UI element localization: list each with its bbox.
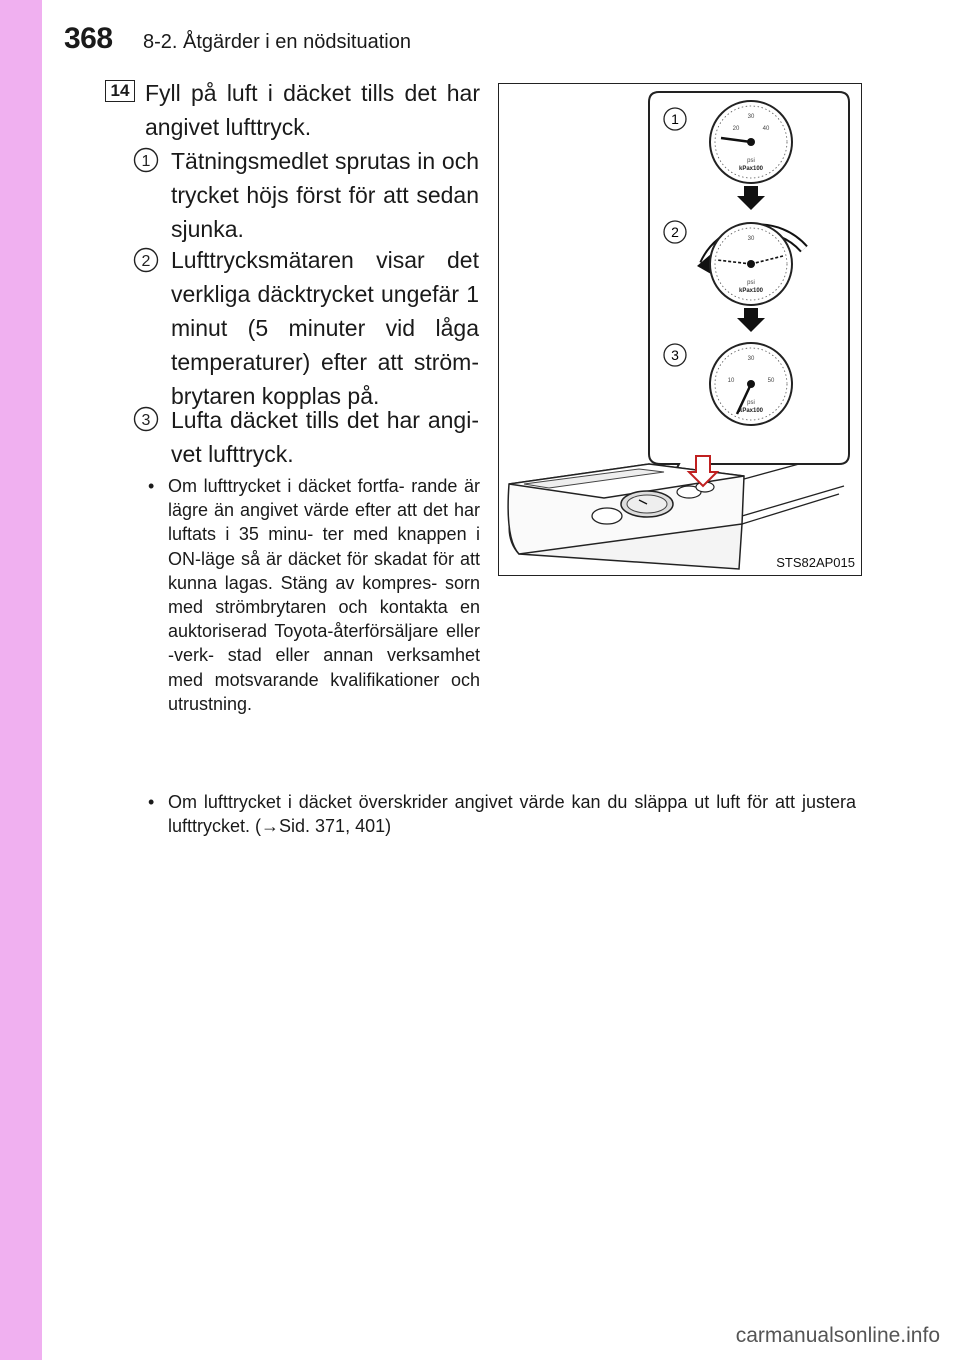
svg-text:30: 30 [747, 236, 755, 242]
svg-text:kPax100: kPax100 [738, 166, 764, 172]
svg-text:50: 50 [767, 378, 775, 384]
note-bullet-2 [148, 790, 856, 838]
section-title: 8-2. Åtgärder i en nödsituation [143, 31, 411, 53]
svg-text:psi: psi [747, 400, 755, 406]
circled-number-icon [133, 147, 159, 173]
substep-2-number [133, 247, 159, 273]
svg-text:20: 20 [732, 126, 740, 132]
compressor-body [508, 464, 844, 569]
gauge-3 [710, 343, 792, 425]
svg-text:40: 40 [762, 126, 770, 132]
substep-3-number [133, 406, 159, 432]
note-bullet-1 [148, 474, 480, 716]
svg-text:1: 1 [671, 111, 679, 127]
circled-number-icon [133, 247, 159, 273]
step-instruction: Fyll på luft i däcket tills det har angivet lufttryck. [145, 80, 480, 140]
svg-text:2: 2 [671, 224, 679, 240]
svg-text:kPax100: kPax100 [738, 408, 764, 414]
illustration-drawing [499, 84, 863, 577]
svg-text:psi: psi [747, 158, 755, 164]
svg-text:10: 10 [727, 378, 735, 384]
page-number: 368 [64, 22, 113, 55]
bullet-text: Om lufttrycket i däcket överskrider angivet värde kan du släppa ut luft för att justera lufttrycket. (→Sid. 371, 401) [168, 792, 856, 837]
svg-text:3: 3 [671, 347, 679, 363]
svg-text:30: 30 [747, 114, 755, 120]
figure-code: STS82AP015 [776, 555, 855, 570]
watermark: carmanualsonline.info [735, 1324, 940, 1347]
substep-3-text: Lufta däcket tills det har angi- vet lufttryck. [171, 407, 479, 467]
substep-1-number [133, 147, 159, 173]
bullet-mark: • [148, 476, 155, 496]
svg-text:kPax100: kPax100 [738, 288, 764, 294]
svg-text:3: 3 [141, 412, 151, 429]
svg-text:30: 30 [747, 356, 755, 362]
bullet-text: Om lufttrycket i däcket fortfa- rande är lägre än angivet värde efter att det har luftats i 35 minu- ter med knappen i ON-läge så är däcket för skadat för att kunna lagas. Stäng av kompres- sorn med strömbrytaren och kontakta en auktoriserad Toyota-återförsäljare eller -verk- stad eller annan verksamhet med motsvarande kvalifikationer och utrustning. [168, 476, 480, 714]
svg-text:psi: psi [747, 280, 755, 286]
substep-1-text: Tätningsmedlet sprutas in och trycket höjs först för att sedan sjunka. [171, 148, 479, 242]
svg-text:2: 2 [141, 253, 151, 270]
substep-2-text: Lufttrycksmätaren visar det verkliga däcktrycket ungefär 1 minut (5 minuter vid låga temperaturer) efter att ström- brytaren kopplas på. [171, 247, 479, 409]
bullet-mark: • [148, 792, 155, 812]
svg-text:1: 1 [141, 153, 151, 170]
side-color-band [0, 0, 42, 1360]
compressor-gauge-illustration [498, 83, 862, 576]
step-number-badge: 14 [105, 80, 135, 102]
circled-number-icon [133, 406, 159, 432]
gauge-1 [710, 101, 792, 183]
